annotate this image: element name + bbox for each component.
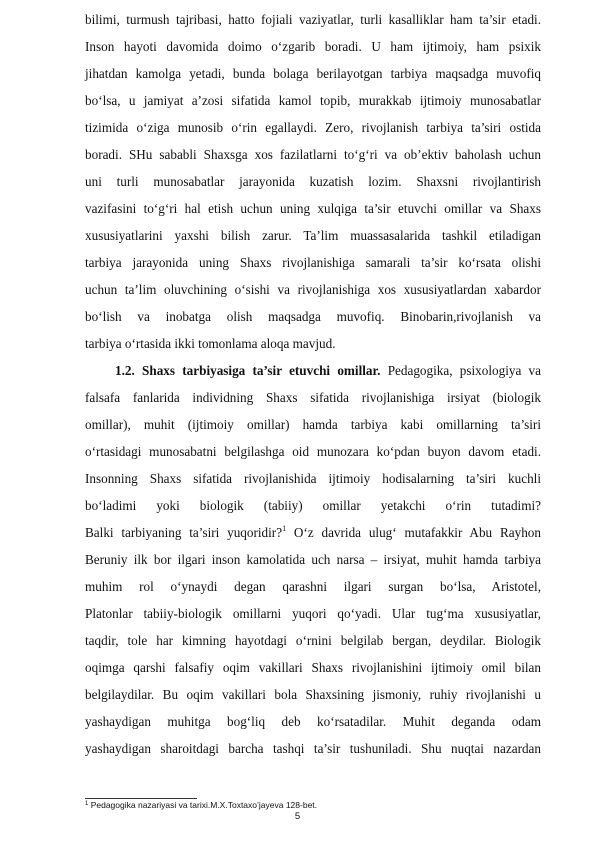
text-line: uchun ta’lim oluvchining o‘sishi va rivojlanishiga xos xususiyatlardan xabardor: [85, 282, 541, 297]
footnote: [85, 800, 317, 811]
text-line: boradi. SHu sababli Shaxsga xos fazilatlarni to‘g‘ri va ob’ektiv baholash uchun: [85, 147, 541, 162]
text-line: tizimida o‘ziga munosib o‘rin egallaydi. Zero, rivojlanish tarbiya ta’siri ostida: [85, 120, 541, 135]
text-line: bo‘ladimi yoki biologik (tabiiy) omillar yetakchi o‘rin tutadimi?: [85, 498, 541, 513]
footnote-number: 1: [85, 801, 89, 807]
text-line: bo‘lsa, u jamiyat a’zosi sifatida kamol topib, murakkab ijtimoiy munosabatlar: [85, 93, 541, 108]
text-line: uni turli munosabatlar jarayonida kuzatish lozim. Shaxsni rivojlantirish: [85, 174, 541, 189]
text-line: tarbiya jarayonida uning Shaxs rivojlanishiga samarali ta’sir ko‘rsata olishi: [85, 255, 541, 270]
text-fragment: Pedagogika, psixologiya va: [380, 363, 542, 378]
footnote-marker[interactable]: 1: [282, 524, 287, 533]
section-heading: 1.2. Shaxs tarbiyasiga ta’sir etuvchi omillar.: [115, 363, 381, 378]
footnote-text: Pedagogika nazariyasi va tarixi.M.X.Toxtaxo’jayeva 128-bet.: [88, 800, 318, 810]
text-line: xususiyatlarini yaxshi bilish zarur. Ta’lim muassasalarida tashkil etiladigan: [85, 228, 541, 243]
text-line: taqdir, tole har kimning hayotdagi o‘rnini belgilab bergan, deydilar. Biologik: [85, 633, 541, 648]
text-line: Insonning Shaxs sifatida rivojlanishida ijtimoiy hodisalarning ta’siri kuchli: [85, 471, 541, 486]
footnoted-line: [85, 524, 541, 542]
text-line: tarbiya o‘rtasida ikki tomonlama aloqa mavjud.: [85, 336, 336, 351]
text-line: yashaydigan sharoitdagi barcha tashqi ta’sir tushuniladi. Shu nuqtai nazardan: [85, 741, 541, 756]
footnote-separator: [85, 798, 197, 799]
text-line: Beruniy ilk bor ilgari inson kamolatida uch narsa – irsiyat, muhit hamda tarbiya: [85, 552, 541, 567]
page-number: 5: [294, 811, 301, 822]
text-line: belgilaydilar. Bu oqim vakillari bola Shaxsining jismoniy, ruhiy rivojlanishi u: [85, 687, 541, 702]
text-line: vazifasini to‘g‘ri hal etish uchun uning xulqiga ta’sir etuvchi omillar va Shaxs: [85, 201, 541, 216]
text-line: bilimi, turmush tajribasi, hatto fojiali vaziyatlar, turli kasalliklar ham ta’sir etadi.: [85, 12, 541, 27]
text-line: oqimga qarshi falsafiy oqim vakillari Shaxs rivojlanishini ijtimoiy omil bilan: [85, 660, 541, 675]
text-fragment: Balki tarbiyaning ta’siri yuqoridir?: [85, 525, 283, 540]
text-line: jihatdan kamolga yetadi, bunda bolaga berilayotgan tarbiya maqsadga muvofiq: [85, 66, 541, 81]
text-fragment: O‘z davrida ulug‘ mutafakkir Abu Rayhon: [286, 525, 541, 540]
section-heading-line: [115, 362, 541, 380]
text-line: Platonlar tabiiy-biologik omillarni yuqori qo‘yadi. Ular tug‘ma xususiyatlar,: [85, 606, 541, 621]
text-line: omillar), muhit (ijtimoiy omillar) hamda tarbiya kabi omillarning ta’siri: [85, 417, 541, 432]
text-line: Inson hayoti davomida doimo o‘zgarib boradi. U ham ijtimoiy, ham psixik: [85, 39, 541, 54]
text-line: bo‘lish va inobatga olish maqsadga muvofiq. Binobarin,rivojlanish va: [85, 309, 541, 324]
text-line: muhim rol o‘ynaydi degan qarashni ilgari surgan bo‘lsa, Aristotel,: [85, 579, 541, 594]
text-line: o‘rtasidagi munosabatni belgilashga oid munozara ko‘pdan buyon davom etadi.: [85, 444, 541, 459]
text-line: falsafa fanlarida individning Shaxs sifatida rivojlanishiga irsiyat (biologik: [85, 390, 541, 405]
text-line: yashaydigan muhitga bog‘liq deb ko‘rsatadilar. Muhit deganda odam: [85, 714, 541, 729]
